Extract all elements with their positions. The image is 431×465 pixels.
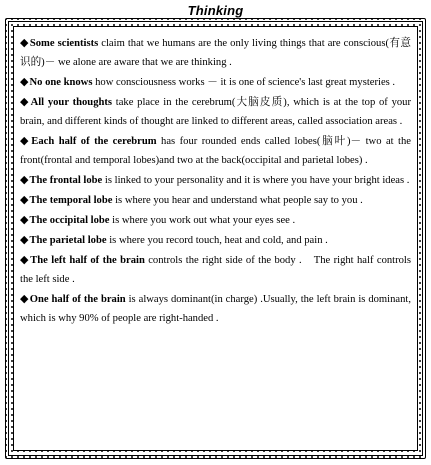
item-text: controls the right side of the body . The right half controls the left side . [20,255,411,285]
content-panel [13,26,418,451]
page-title: Thinking [187,3,244,18]
item-term: Some scientists [29,38,99,49]
list-item [20,131,411,170]
item-text: is where you work out what your eyes see . [109,215,296,226]
item-term: The frontal lobe [29,175,103,186]
item-term: All your thoughts [30,97,113,108]
item-text: is always dominant(in charge) .Usually, the left brain is dominant, which is why 90% of people are right-handed . [20,294,411,324]
diamond-bullet-icon: ◆ [20,36,29,49]
list-item [20,289,411,328]
diamond-bullet-icon: ◆ [20,173,29,186]
bullet-list [20,33,411,444]
diamond-bullet-icon: ◆ [20,75,29,88]
diamond-bullet-icon: ◆ [20,95,30,108]
list-item [20,230,411,250]
list-item [20,33,411,72]
list-item [20,250,411,289]
item-text: is where you hear and understand what people say to you . [112,195,363,206]
diamond-bullet-icon: ◆ [20,233,29,246]
item-text: claim that we humans are the only living things that are conscious(有意识的)－ we alone are aware that we are thinking . [20,38,411,68]
list-item [20,92,411,131]
diamond-bullet-icon: ◆ [20,134,31,147]
diamond-bullet-icon: ◆ [20,292,29,305]
decorative-border-frame [5,18,426,459]
diamond-bullet-icon: ◆ [20,213,29,226]
item-term: The left half of the brain [30,255,145,266]
item-text: how consciousness works － it is one of science's last great mysteries . [92,77,396,88]
item-term: One half of the brain [29,294,126,305]
item-term: The parietal lobe [29,235,107,246]
diamond-bullet-icon: ◆ [20,253,30,266]
item-term: No one knows [29,77,93,88]
item-text: is linked to your personality and it is where you have your bright ideas . [102,175,410,186]
item-term: Each half of the cerebrum [31,136,157,147]
list-item [20,210,411,230]
item-term: The occipital lobe [29,215,110,226]
list-item [20,72,411,92]
item-term: The temporal lobe [29,195,113,206]
list-item [20,170,411,190]
item-text: is where you record touch, heat and cold, and pain . [106,235,328,246]
list-item [20,190,411,210]
diamond-bullet-icon: ◆ [20,193,29,206]
item-text: has four rounded ends called lobes(脑叶)－ two at the front(frontal and temporal lobes)and two at the back(occipital and parietal lobes) . [20,136,411,166]
item-text: take place in the cerebrum(大脑皮质), which is at the top of your brain, and different kinds of thought are linked to different areas, called association areas . [20,97,411,127]
